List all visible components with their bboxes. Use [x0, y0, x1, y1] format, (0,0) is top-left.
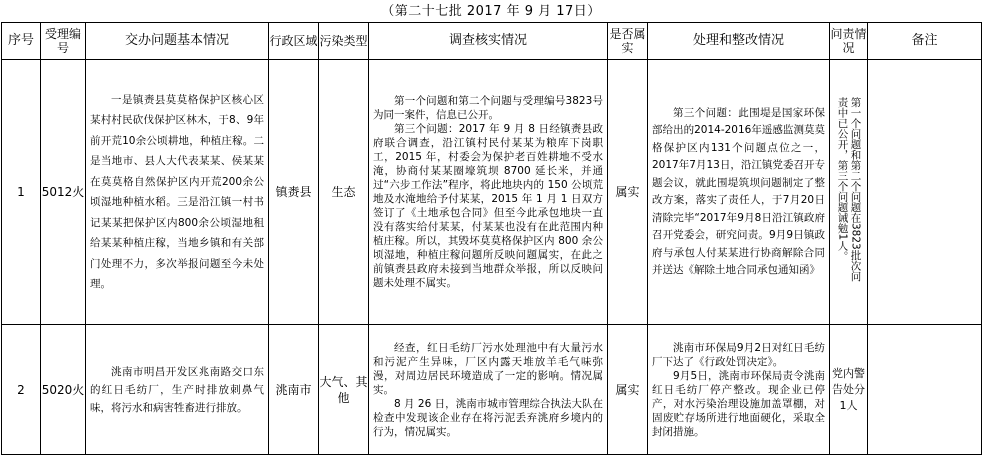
header-handling: 处理和整改情况 [648, 23, 830, 60]
row-verified: 属实 [608, 60, 648, 325]
row-investigation-cell [369, 325, 608, 455]
header-investigation: 调查核实情况 [369, 23, 608, 60]
header-region: 行政区域 [269, 23, 319, 60]
header-seq: 序号 [2, 23, 41, 60]
row-investigation: 经查，红日毛纺厂污水处理池中有大量污水和污泥产生异味，厂区内露天堆放羊毛气味弥漫，对周边居民环境造成了一定的影响。情况属实。 8 月 26 日，洮南市城市管理综合执法大队在检查中发现该企业存在将污泥丢弃洮府乡境内的行为，情况属实。 [373, 341, 603, 438]
header-verified: 是否属实 [608, 23, 648, 60]
row-issue-cell [86, 325, 269, 455]
row-handling-cell [648, 325, 830, 455]
report-sheet [1, 2, 981, 454]
cases-table [1, 22, 982, 455]
row-issue: 洮南市明昌开发区兆南路交口东的红日毛纺厂，生产时排放刺鼻气味，将污水和病害牲畜进行排放。 [90, 365, 264, 414]
header-pollution: 污染类型 [319, 23, 369, 60]
row-case-no: 5012火 [41, 60, 86, 325]
batch-title: （第二十七批 2017 年 9 月 17日） [381, 4, 601, 19]
row-region: 镇赉县 [269, 60, 319, 325]
row-handling: 第三个问题：此围堤是国家环保部给出的2014-2016年遥感监测莫莫格保护区内131个问题点位之一，2017年7月13日，沿江镇党委召开专题会议，就此围堤筑坝问题制定了整改方案，落实了责任人，于7月20日清除完毕“2017年9月8日沿江镇政府召开党委会，研究问责。9月9日镇政府与承包人付某某进行协商解除合同并送达《解除土地合同承包通知函》 [652, 106, 825, 276]
row-issue: 一是镇赉县莫莫格保护区核心区某村村民砍伐保护区林木，于8、9年前开荒10余公顷耕地，种植庄稼。二是当地市、县人大代表某某、侯某某在莫莫格自然保护区内开荒200余公顷湿地种植水稻。三是沿江镇一村书记某某把保护区内800余公顷湿地租给某某种植庄稼，当地乡镇和有关部门处理不力，多次举报问题至今未处理。 [90, 93, 264, 290]
row-handling: 洮南市环保局9月2日对红日毛纺厂下达了《行政处罚决定》。 9月5日，洮南市环保局责令洮南红日毛纺厂停产整改。现企业已停产，对水污染治理设施加盖罩棚，对固废贮存场所进行地面硬化，采取全封闭措施。 [652, 341, 825, 438]
row-accountability-cell [830, 60, 868, 325]
row-accountability: 第一个问题和第二个问题在3823批次问责中已公开，第三个问题诫勉1人。 [836, 97, 862, 282]
header-row [2, 23, 982, 60]
row-pollution: 生态 [319, 60, 369, 325]
row-verified: 属实 [608, 325, 648, 455]
row-pollution: 大气、其他 [319, 325, 369, 455]
row-seq: 1 [2, 60, 41, 325]
header-remarks: 备注 [868, 23, 982, 60]
row-investigation: 第一个问题和第二个问题与受理编号3823号为同一案件，信息已公开。 第三个问题：2017 年 9 月 8 日经镇赉县政府联合调查，沿江镇村民付某某为粮库下岗职工，2015 年，村委会为保护老百姓耕地不受水淹，协商付某某圈壕筑坝 8700 延长米，并通过“六步工作法”程序，将此地块内的 150 公顷荒地及水淹地给予付某某，2015 年 1 月 1 日双方签订了《土地承包合同》但至今此承包地块一直没有落实给付某某，付某某也没有在此范围内种植庄稼。所以，其毁坏莫莫格保护区内 800 余公顷湿地，种植庄稼问题所反映问题属实，在此之前镇赉县政府未接到当地群众举报，所以反映问题未处理不属实。 [373, 95, 603, 289]
row-accountability-cell [830, 325, 868, 455]
table-row [2, 60, 982, 325]
row-case-no: 5020火 [41, 325, 86, 455]
row-investigation-cell [369, 60, 608, 325]
row-remarks [868, 60, 982, 325]
row-issue-cell [86, 60, 269, 325]
row-handling-cell [648, 60, 830, 325]
header-case-no: 受理编号 [41, 23, 86, 60]
table-row [2, 325, 982, 455]
row-seq: 2 [2, 325, 41, 455]
row-accountability: 党内警告处分1人 [832, 366, 865, 412]
row-region: 洮南市 [269, 325, 319, 455]
header-accountability: 问责情况 [830, 23, 868, 60]
header-issue: 交办问题基本情况 [86, 23, 269, 60]
row-remarks [868, 325, 982, 455]
